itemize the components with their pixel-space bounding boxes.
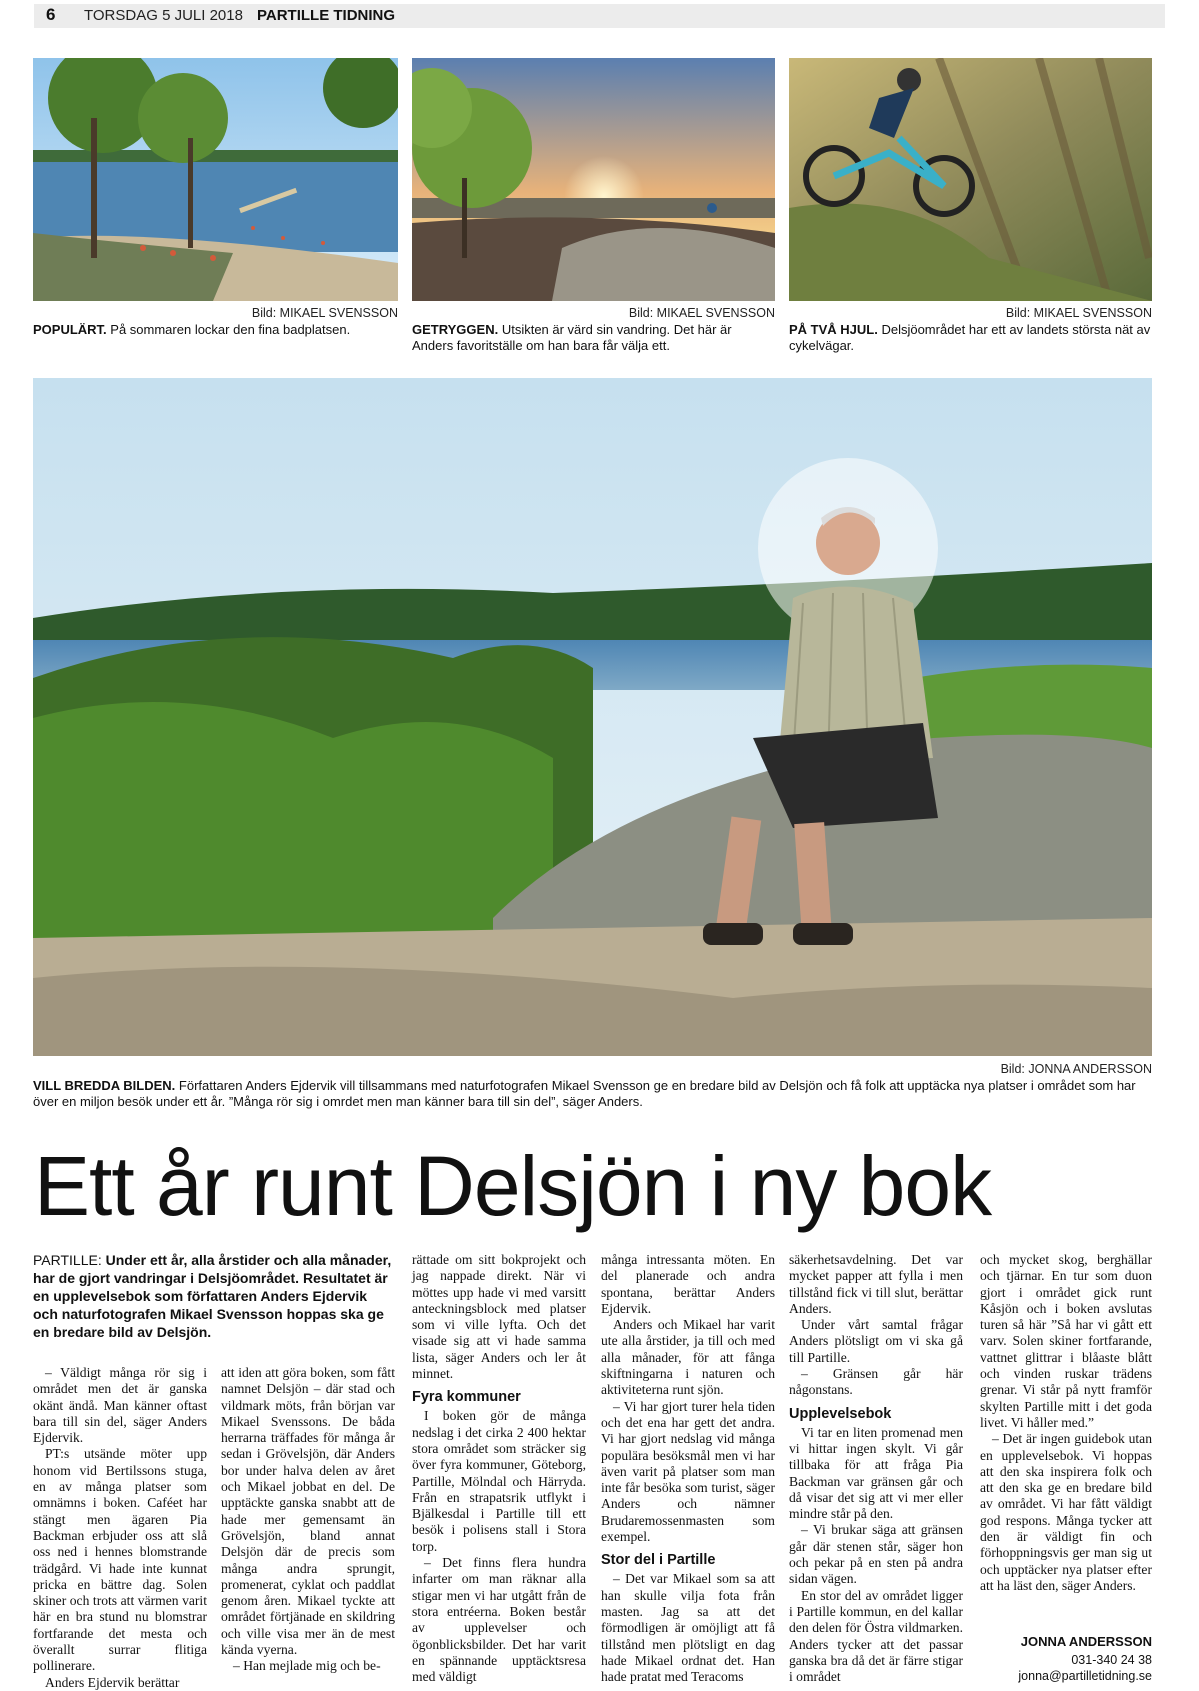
caption-kicker: GETRYGGEN. (412, 322, 499, 337)
page-number: 6 (46, 5, 56, 24)
caption-kicker: PÅ TVÅ HJUL. (789, 322, 878, 337)
body-paragraph: – Vi har gjort turer hela tiden och det ena har gett det andra. Vi har gjort nedslag vid många populära besöksmål men vi har även varit på platser som man inte får besöka som turist, säger Anders och nämner Brudaremossenmasten som exempel. (601, 1398, 775, 1545)
body-paragraph: – Det finns flera hundra infarter om man räknar alla stigar men vi har utgått från de stora entréerna. Boken består av upplevelser och ögonblicksbilder. Det har varit en spännande upptäcktsresa med väldigt (412, 1555, 586, 1685)
body-paragraph: En stor del av området ligger i Partille kommun, en del kallar den delen för Östra vildmarken. Anders tycker att det passar ganska bra då det är färre stigar i området (789, 1587, 963, 1685)
photo-credit: Bild: JONNA ANDERSSON (1000, 1062, 1152, 1076)
body-column-5 (789, 1252, 963, 1685)
photo-caption (33, 1078, 1152, 1110)
body-paragraph: – Det var Mikael som sa att han skulle vilja fota från masten. Jag sa att det förmodligen är omöjligt att få tillstånd men plötsligt en dag hade Mikael ordnat det. Han hade pratat med Teracoms (601, 1571, 775, 1685)
caption-kicker: POPULÄRT. (33, 322, 107, 337)
subheading: Fyra kommuner (412, 1389, 521, 1406)
photo-beach (33, 58, 398, 301)
issue-date: TORSDAG 5 JULI 2018 (84, 7, 243, 24)
body-column-1 (33, 1365, 207, 1691)
body-paragraph: säkerhetsavdelning. Det var mycket papper att fylla i men tillstånd fick vi till slut, berättar Anders. (789, 1252, 963, 1316)
newspaper-name: PARTILLE TIDNING (257, 7, 396, 24)
byline-name: JONNA ANDERSSON (1020, 1634, 1152, 1649)
body-paragraph: – Gränsen går här någonstans. (789, 1366, 963, 1398)
byline-phone: 031-340 24 38 (1071, 1653, 1152, 1667)
main-photo-man-by-lake (33, 378, 1152, 1056)
photo-credit: Bild: MIKAEL SVENSSON (251, 306, 398, 320)
caption-text: Utsikten är värd sin vandring. Det här är Anders favoritställe om han bara får välja ett. (412, 322, 732, 353)
body-paragraph: och mycket skog, berghällar och tjärnar. En tur som duon gjort i området gick runt Kåsjön och i boken avslutas turen så här ”Så har vi gått ett varv. Solen skiner fortfarande, vattnet glittrar i blåaste blått och vinden ruskar trädens grenar. Vi står på nytt framför skylten Partille mitt i det goda livet. Vi håller med.” (980, 1252, 1152, 1430)
body-paragraph: PT:s utsände möter upp honom vid Bertilssons stuga, en av många platser som omnämns i boken. Caféet har stängt men ägaren Pia Backman erbjuder oss att slå oss ned i hennes blomstrande trädgård. Vi hade inte kunnat pricka en bättre dag. Solen skiner och trots att värmen varit här en bra stund nu blomstrar fortfarande det mesta och överallt surrar flitiga pollinerare. (33, 1446, 207, 1674)
body-column-3 (412, 1252, 586, 1685)
body-paragraph: Anders och Mikael har varit ute alla årstider, ja till och med alla månader, för att fånga skiftningarna i naturen och aktiviteterna runt sjön. (601, 1317, 775, 1398)
lead-paragraph (33, 1252, 395, 1342)
body-paragraph: – Väldigt många rör sig i området men det är ganska okänt ändå. Man känner oftast bara till sin del, säger Anders Ejdervik. (33, 1365, 207, 1446)
body-paragraph: Under vårt samtal frågar Anders plötsligt om vi ska gå till Partille. (789, 1317, 963, 1365)
photo-sunset (412, 58, 775, 301)
caption-text: Författaren Anders Ejdervik vill tillsammans med naturfotografen Mikael Svensson ge en bredare bild av Delsjön och få folk att upptäcka nya platser i området som har över en miljon besök under ett år. ”Många rör sig i omrdet men man känner bara till sin del”, säger Anders. (33, 1078, 1136, 1109)
photo-bike (789, 58, 1152, 301)
dateline: PARTILLE: (33, 1252, 102, 1268)
body-paragraph: att iden att göra boken, som fått namnet Delsjön – där stad och vildmark möts, från början var Mikael Svenssons. De båda herrarna träffades för många år sedan i Grövelsjön, där Anders bor under halva delen av året och Mikael jobbat en del. De upptäckte ganska snabbt att de hade mer gemensamt än Grövelsjön, bland annat Delsjön där de precis som många andra sprungit, promenerat, cyklat och paddlat genom åren. Mikael tyckte att området förtjänade en skildring och ville visa mer än de mest kända vyerna. (221, 1365, 395, 1658)
photo-caption (33, 322, 398, 338)
body-paragraph: Anders Ejdervik berättar (45, 1674, 180, 1690)
photo-credit: Bild: MIKAEL SVENSSON (1005, 306, 1152, 320)
caption-text: På sommaren lockar den fina badplatsen. (106, 322, 351, 337)
subheading: Stor del i Partille (601, 1552, 716, 1569)
headline: Ett år runt Delsjön i ny bok (34, 1139, 992, 1233)
body-column-4 (601, 1252, 775, 1685)
byline-email[interactable]: jonna@partilletidning.se (1018, 1669, 1152, 1683)
body-paragraph: I boken gör de många nedslag i det cirka 2 400 hektar stora området som sträcker sig över fyra kommuner, Göteborg, Partille, Mölndal och Härryda. Från en strapatsrik utflykt i Bjälkesdal i Partille till ett besök i polisens stall i Stora torp. (412, 1408, 586, 1554)
body-column-2 (221, 1365, 395, 1675)
body-paragraph: rättade om sitt bokprojekt och jag nappade direkt. När vi möttes upp hade vi med varsitt anteckningsblock med platser som vi ville lyfta. Och det visade sig att vi hade samma lista, säger Anders och ler åt minnet. (412, 1252, 586, 1382)
photo-credit: Bild: MIKAEL SVENSSON (628, 306, 775, 320)
body-paragraph: – Vi brukar säga att gränsen går där stenen står, säger hon och pekar på en sten på andra sidan vägen. (789, 1522, 963, 1587)
body-paragraph: – Han mejlade mig och be- (233, 1658, 381, 1674)
body-paragraph: Vi tar en liten promenad men vi hittar ingen skylt. Vi går tillbaka för att fråga Pia Backman var gränsen går och då visar det sig att vi mer eller mindre står på den. (789, 1424, 963, 1522)
photo-caption (789, 322, 1152, 354)
body-paragraph: – Det är ingen guidebok utan en upplevelsebok. Vi hoppas att den ska inspirera folk och att den ska ge en bredare bild av området. Vi har fått väldigt god respons. Många tycker att den är väldigt fin och förhoppningsvis ger man sig ut och upptäcker nya platser efter att ha läst den, säger Anders. (980, 1431, 1152, 1593)
caption-text: Delsjöområdet har ett av landets största nät av cykelvägar. (789, 322, 1151, 353)
subheading: Upplevelsebok (789, 1405, 892, 1422)
body-paragraph: många intressanta möten. En del planerade och andra spontana, berättar Anders Ejdervik. (601, 1252, 775, 1316)
caption-kicker: VILL BREDDA BILDEN. (33, 1078, 176, 1093)
lead-text: Under ett år, alla årstider och alla månader, har de gjort vandringar i Delsjöområdet. Resultatet är en upplevelsebok som författaren Anders Ejdervik och naturfotografen Mikael Svensson hoppas ska ge en bredare bild av Delsjön. (33, 1252, 392, 1340)
photo-caption (412, 322, 775, 354)
body-column-6 (980, 1252, 1152, 1594)
